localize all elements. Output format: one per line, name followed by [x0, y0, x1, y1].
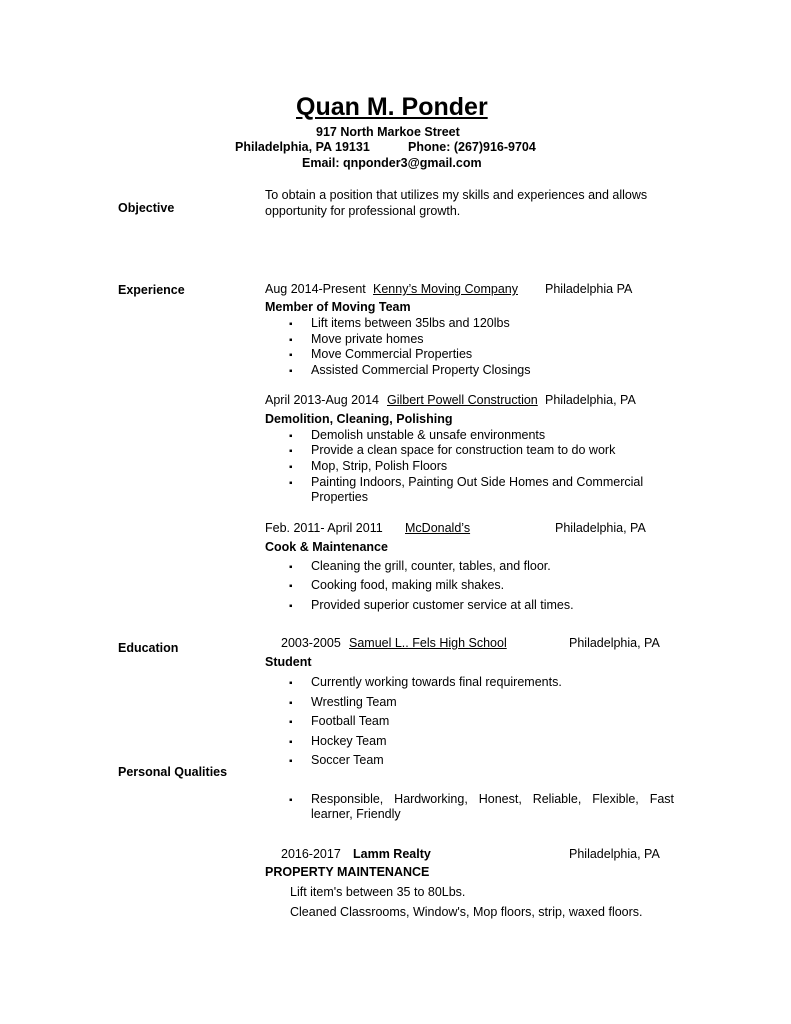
job-2-location: Philadelphia, PA — [545, 393, 636, 407]
section-education: Education — [118, 641, 179, 655]
list-item: Lift items between 35lbs and 120lbs — [311, 316, 510, 330]
job-1-title: Member of Moving Team — [265, 300, 411, 314]
list-item: Currently working towards final requirements. — [311, 675, 562, 689]
section-experience: Experience — [118, 283, 185, 297]
email: Email: qnponder3@gmail.com — [302, 156, 482, 170]
resume-name: Quan M. Ponder — [296, 93, 488, 121]
list-item: Assisted Commercial Property Closings — [311, 363, 531, 377]
bullet: ▪ — [289, 350, 293, 361]
list-item: Move Commercial Properties — [311, 347, 473, 361]
bullet: ▪ — [289, 446, 293, 457]
list-item: Cooking food, making milk shakes. — [311, 578, 505, 592]
list-item: Football Team — [311, 714, 390, 728]
job-3-title: Cook & Maintenance — [265, 540, 388, 554]
job-3-dates: Feb. 2011- April 2011 — [265, 521, 383, 535]
section-objective: Objective — [118, 201, 175, 215]
education-dates: 2003-2005 — [281, 636, 341, 650]
job-1-dates: Aug 2014-Present — [265, 282, 366, 296]
address-city: Philadelphia, PA 19131 — [235, 140, 370, 154]
list-item: Soccer Team — [311, 753, 384, 767]
bullet: ▪ — [289, 717, 293, 728]
list-item: Move private homes — [311, 332, 424, 346]
last-job-location: Philadelphia, PA — [569, 847, 660, 861]
education-title: Student — [265, 655, 312, 669]
objective-line-1: To obtain a position that utilizes my skills and experiences and allows — [265, 188, 648, 202]
address-street: 917 North Markoe Street — [316, 125, 460, 139]
bullet: ▪ — [289, 366, 293, 377]
last-job-line-1: Lift item's between 35 to 80Lbs. — [290, 885, 466, 899]
bullet: ▪ — [289, 431, 293, 442]
section-personal-qualities: Personal Qualities — [118, 765, 228, 779]
list-item: Wrestling Team — [311, 695, 397, 709]
list-item: Provide a clean space for construction team to do work — [311, 443, 616, 457]
qualities-line-2: learner, Friendly — [311, 807, 401, 821]
last-job-title: PROPERTY MAINTENANCE — [265, 865, 430, 879]
bullet: ▪ — [289, 478, 293, 489]
bullet: ▪ — [289, 795, 293, 806]
list-item-continuation: Properties — [311, 490, 368, 504]
job-1-company: Kenny’s Moving Company — [373, 282, 518, 296]
last-job-company: Lamm Realty — [353, 847, 431, 861]
last-job-dates: 2016-2017 — [281, 847, 341, 861]
list-item: Demolish unstable & unsafe environments — [311, 428, 546, 442]
job-2-dates: April 2013-Aug 2014 — [265, 393, 379, 407]
bullet: ▪ — [289, 462, 293, 473]
list-item: Mop, Strip, Polish Floors — [311, 459, 448, 473]
list-item: Painting Indoors, Painting Out Side Homes and Commercial — [311, 475, 644, 489]
bullet: ▪ — [289, 335, 293, 346]
job-1-location: Philadelphia PA — [545, 282, 633, 296]
job-3-location: Philadelphia, PA — [555, 521, 646, 535]
bullet: ▪ — [289, 678, 293, 689]
bullet: ▪ — [289, 562, 293, 573]
job-2-title: Demolition, Cleaning, Polishing — [265, 412, 453, 426]
bullet: ▪ — [289, 737, 293, 748]
job-3-company: McDonald’s — [405, 521, 471, 535]
objective-line-2: opportunity for professional growth. — [265, 204, 461, 218]
education-location: Philadelphia, PA — [569, 636, 660, 650]
list-item: Provided superior customer service at all times. — [311, 598, 574, 612]
education-school: Samuel L.. Fels High School — [349, 636, 507, 650]
qualities-line-1: Responsible, Hardworking, Honest, Reliable, Flexible, Fast — [311, 792, 674, 806]
list-item: Cleaning the grill, counter, tables, and floor. — [311, 559, 551, 573]
job-2-company: Gilbert Powell Construction — [387, 393, 538, 407]
list-item: Hockey Team — [311, 734, 387, 748]
bullet: ▪ — [289, 756, 293, 767]
bullet: ▪ — [289, 319, 293, 330]
bullet: ▪ — [289, 601, 293, 612]
bullet: ▪ — [289, 581, 293, 592]
last-job-line-2: Cleaned Classrooms, Window's, Mop floors, strip, waxed floors. — [290, 905, 643, 919]
bullet: ▪ — [289, 698, 293, 709]
phone: Phone: (267)916-9704 — [408, 140, 536, 154]
